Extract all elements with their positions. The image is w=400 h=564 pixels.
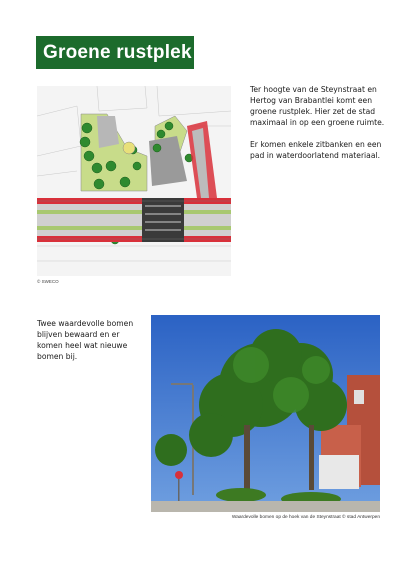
plan-credit: © SWECO: [37, 279, 59, 284]
intro-paragraph-1: Ter hoogte van de Steynstraat en Hertog van Brabantlei komt een groene rustplek. Hier zet de stad maximaal in op een groene ruimte.: [250, 85, 385, 127]
intro-text: [250, 84, 392, 172]
site-plan-image: [37, 86, 231, 276]
photo-caption: Waardevolle bomen op de hoek van de Steynstraat © stad Antwerpen: [231, 515, 380, 520]
trees-paragraph: Twee waardevolle bomen blijven bewaard en er komen heel wat nieuwe bomen bij.: [37, 319, 134, 361]
intro-paragraph-2: Er komen enkele zitbanken en een pad in waterdoorlatend materiaal.: [250, 140, 382, 160]
page-title: Groene rustplek: [36, 36, 194, 69]
trees-photo: [151, 315, 380, 512]
